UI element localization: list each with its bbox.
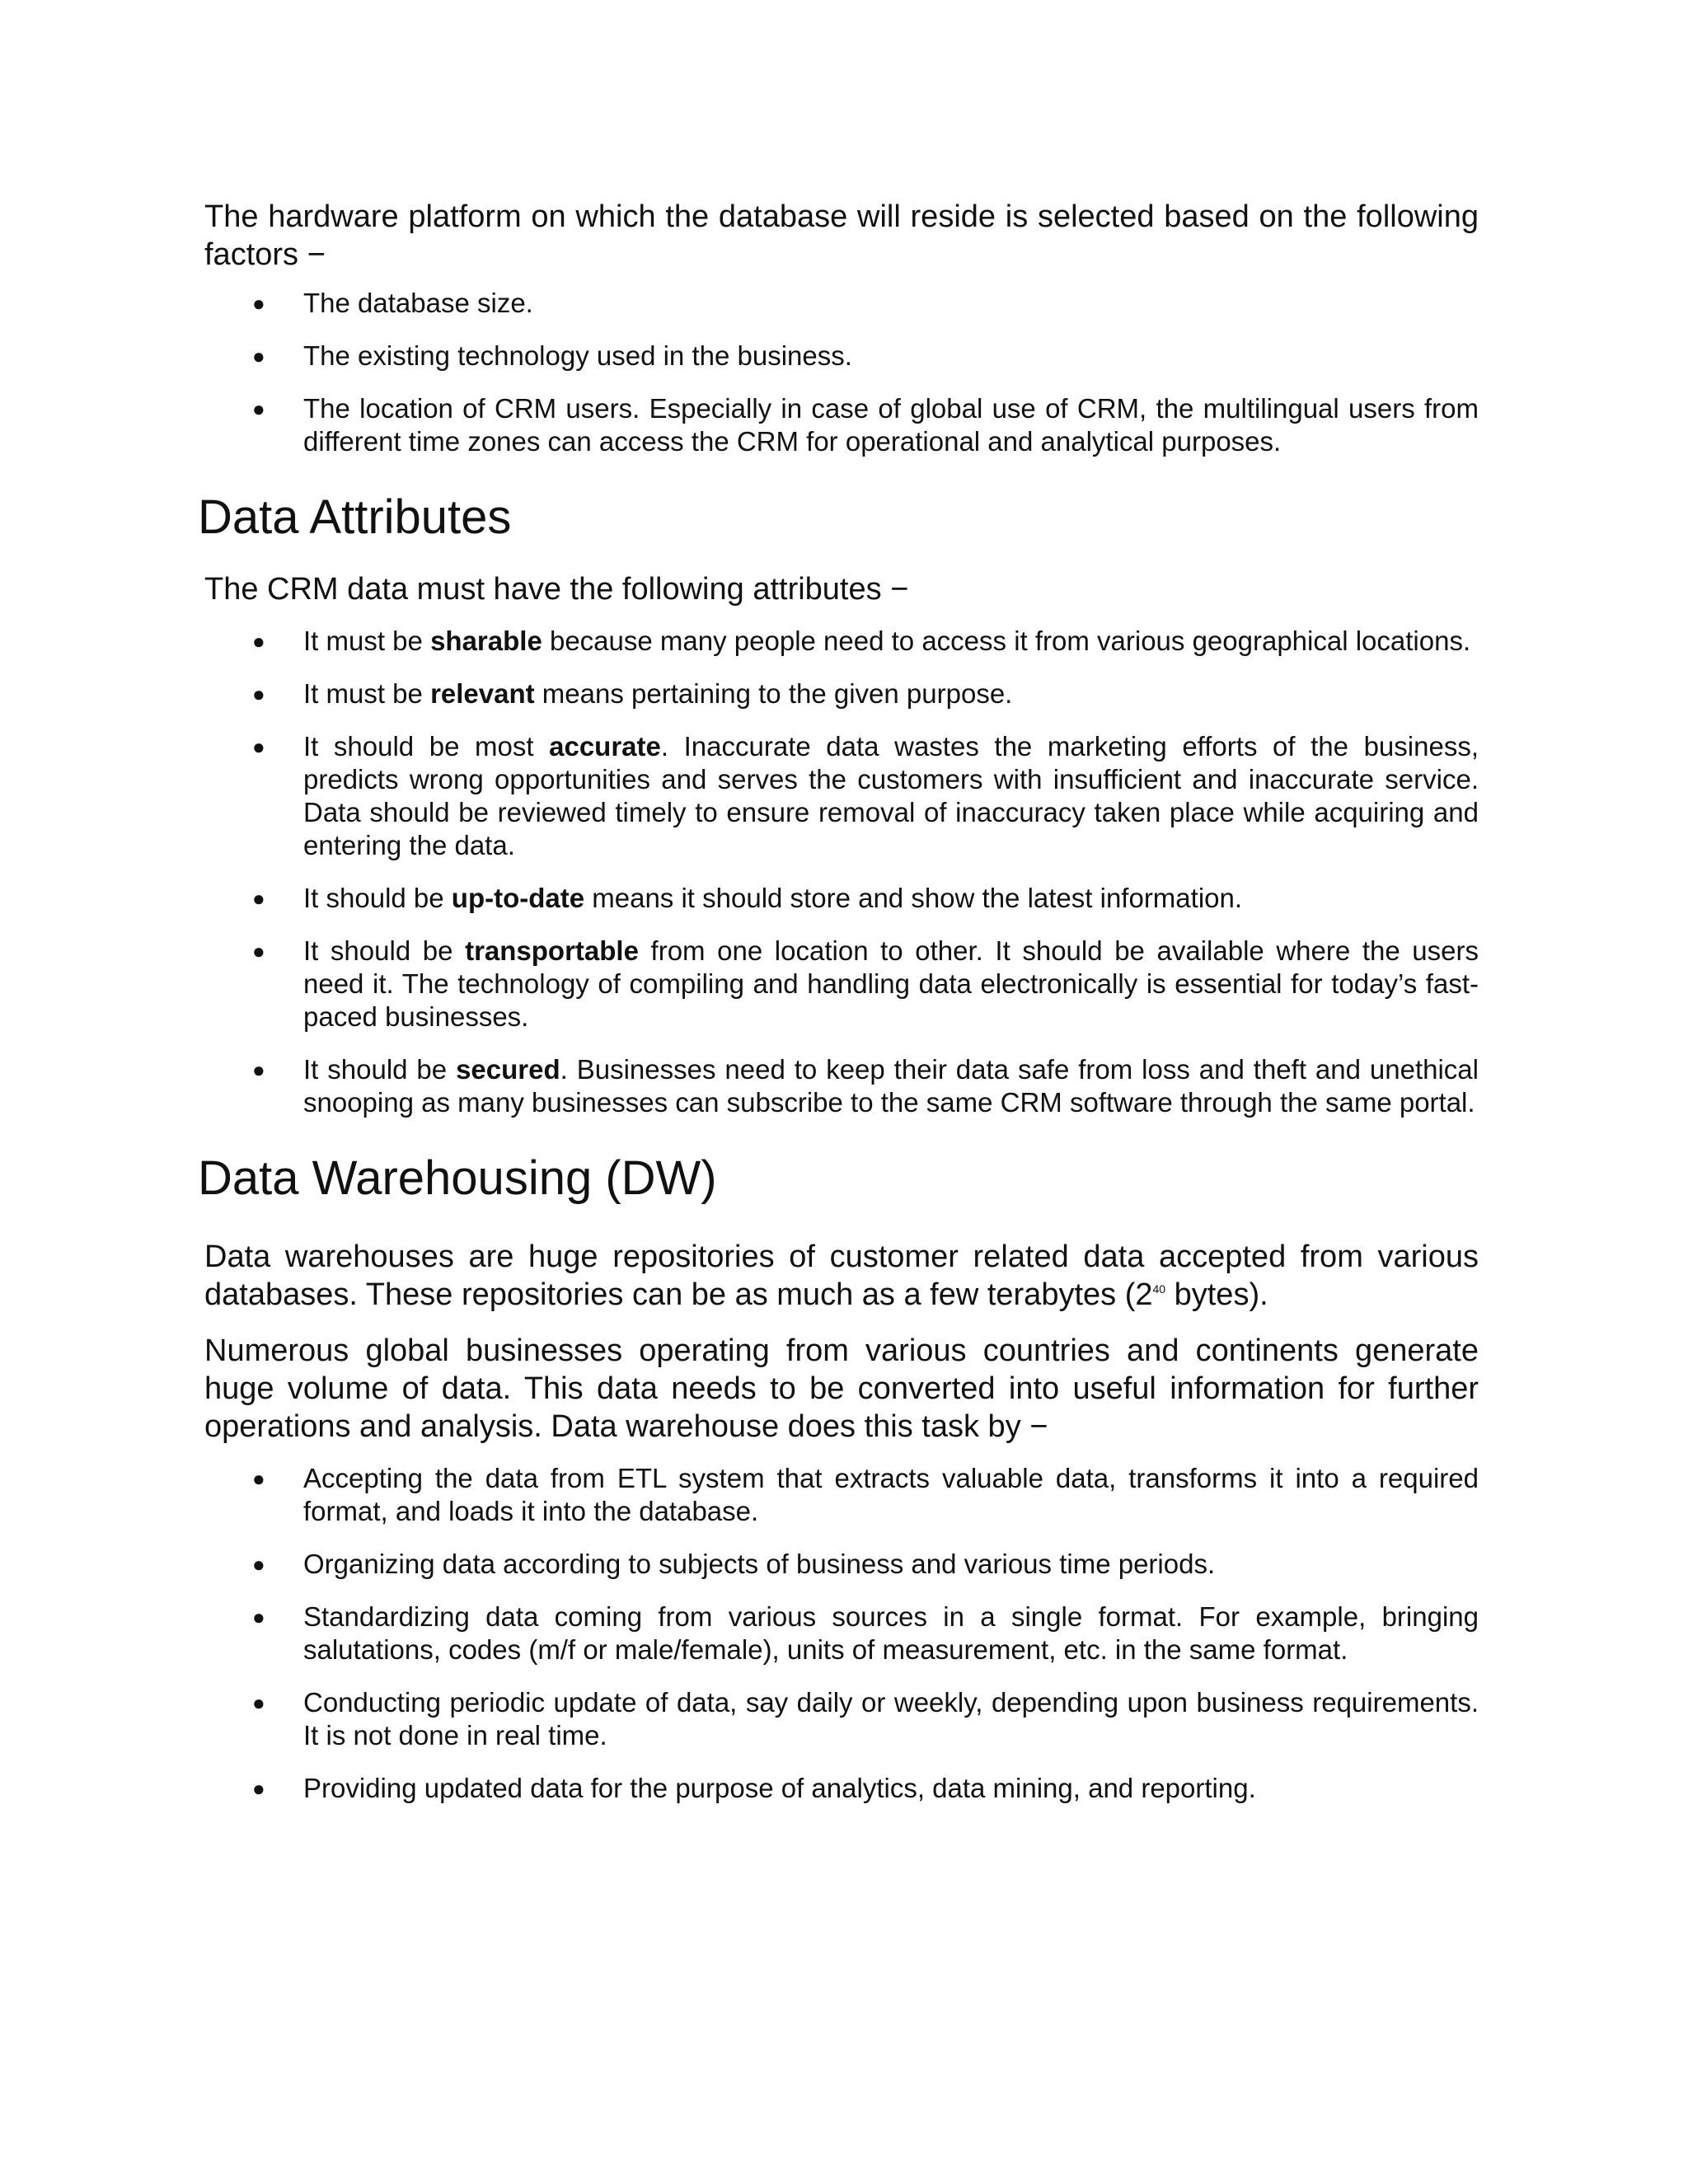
warehousing-bullet-list [204, 1462, 1479, 1805]
bullet-icon: ● [252, 886, 265, 911]
bullet-icon: ● [252, 682, 265, 706]
intro-bullet-list [204, 287, 1479, 458]
list-item: ● Organizing data according to subjects of business and various time periods. [252, 1549, 1216, 1579]
intro-paragraph: The hardware platform on which the database will reside is selected based on the following factors − [204, 199, 1479, 272]
attributes-lead-paragraph: The CRM data must have the following attributes − [204, 572, 909, 607]
emphasis-term: relevant [430, 678, 535, 709]
emphasis-term: sharable [430, 626, 542, 656]
warehousing-paragraph-2: Numerous global businesses operating from various countries and continents generate huge volume of data. This data needs to be converted into useful information for further operations and analysis. Data warehouse does this task by − [204, 1333, 1479, 1444]
bullet-icon: ● [252, 939, 265, 963]
list-item: ● Providing updated data for the purpose of analytics, data mining, and reporting. [252, 1773, 1256, 1803]
bullet-icon: ● [252, 344, 265, 368]
list-item: ● The existing technology used in the business. [252, 340, 852, 371]
exponent: 40 [1152, 1282, 1166, 1296]
emphasis-term: secured [456, 1054, 560, 1085]
emphasis-term: transportable [465, 935, 639, 966]
list-item: ● It should be secured. Businesses need to keep their data safe from loss and theft and unethical snooping as many businesses can subscribe to the same CRM software through the same portal. [252, 1054, 1479, 1118]
bullet-icon: ● [252, 1690, 265, 1715]
list-item: ● The database size. [252, 288, 533, 318]
bullet-icon: ● [252, 1605, 265, 1629]
list-item: ● Standardizing data coming from various sources in a single format. For example, bringing salutations, codes (m/f or male/female), units of measurement, etc. in the same format. [252, 1601, 1479, 1665]
warehousing-paragraph-1: Data warehouses are huge repositories of customer related data accepted from various databases. These repositories can be as much as a few terabytes ($2^{40}$ bytes). [204, 1240, 1479, 1312]
bullet-icon: ● [252, 629, 265, 654]
attributes-bullet-list [204, 625, 1479, 1119]
bullet-icon: ● [252, 1552, 265, 1577]
bullet-icon: ● [252, 1466, 265, 1491]
list-item: ● It must be sharable because many people need to access it from various geographical locations. [252, 626, 1471, 656]
bullet-icon: ● [252, 1057, 265, 1082]
list-item: ● It must be relevant means pertaining to the given purpose. [252, 678, 1013, 709]
bullet-icon: ● [252, 734, 265, 759]
list-item: ● It should be transportable from one location to other. It should be available where the users need it. The technology of compiling and handling data electronically is essential for today’s fast-paced businesses. [252, 935, 1479, 1032]
bullet-icon: ● [252, 396, 265, 421]
section-heading-data-warehousing: Data Warehousing (DW) [198, 1151, 717, 1205]
emphasis-term: up-to-date [451, 883, 585, 913]
section-heading-data-attributes: Data Attributes [198, 490, 512, 544]
list-item: ● Accepting the data from ETL system that extracts valuable data, transforms it into a required format, and loads it into the database. [252, 1463, 1479, 1526]
bullet-icon: ● [252, 291, 265, 316]
document-page [198, 198, 1479, 1805]
list-item: ● The location of CRM users. Especially in case of global use of CRM, the multilingual users from different time zones can access the CRM for operational and analytical purposes. [252, 393, 1479, 457]
emphasis-term: accurate [549, 731, 661, 762]
list-item: ● Conducting periodic update of data, say daily or weekly, depending upon business requirements. It is not done in real time. [252, 1687, 1479, 1750]
bullet-icon: ● [252, 1776, 265, 1801]
list-item: ● It should be most accurate. Inaccurate data wastes the marketing efforts of the business, predicts wrong opportunities and serves the customers with insufficient and inaccurate service. Data should be reviewed timely to ensure removal of inaccuracy taken place while acquiring and entering the data. [252, 731, 1479, 860]
list-item: ● It should be up-to-date means it should store and show the latest information. [252, 883, 1243, 913]
